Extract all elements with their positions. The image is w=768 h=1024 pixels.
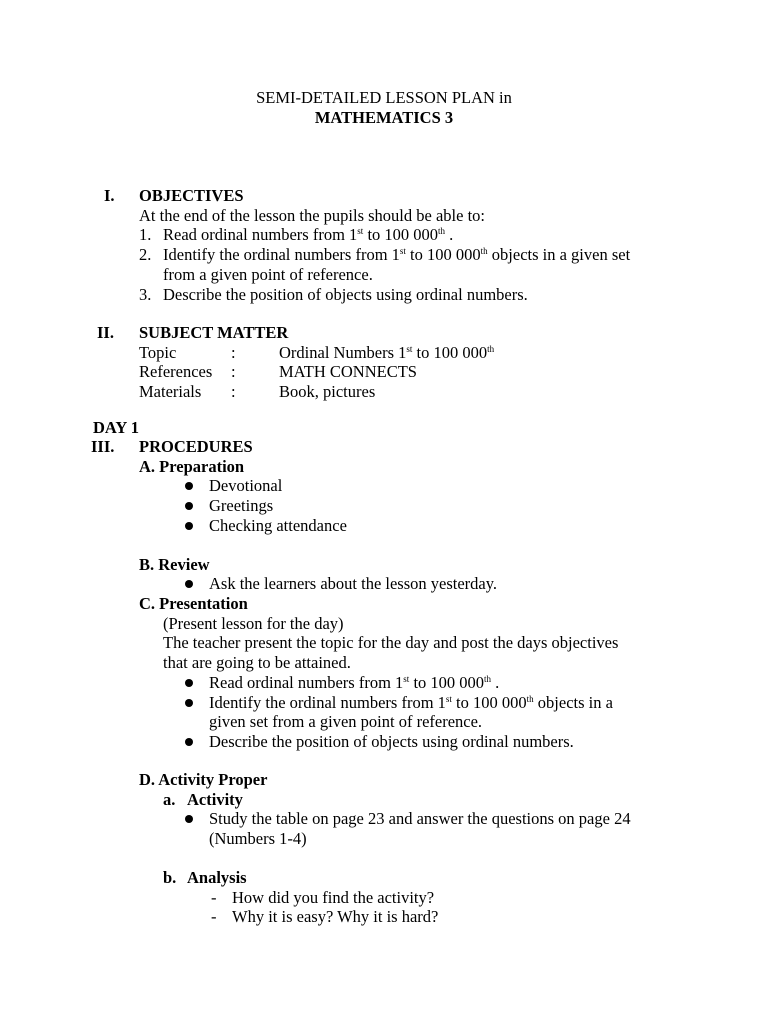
objective-number: 2. xyxy=(139,245,152,264)
analysis-item: How did you find the activity? xyxy=(232,888,435,907)
subject-label-materials: Materials xyxy=(139,382,202,401)
analysis-item: Why it is easy? Why it is hard? xyxy=(232,907,439,926)
bullet-icon xyxy=(185,522,193,530)
subsection-heading-review: B. Review xyxy=(139,555,210,574)
bullet-icon xyxy=(185,502,193,510)
subject-label-references: References xyxy=(139,362,213,381)
subsection-heading-presentation: C. Presentation xyxy=(139,594,248,613)
objective-number: 1. xyxy=(139,225,152,244)
section-numeral-objectives: I. xyxy=(104,186,115,205)
activity-item: Study the table on page 23 and answer the questions on page 24 xyxy=(209,809,631,828)
objective-number: 3. xyxy=(139,285,152,304)
bullet-icon xyxy=(185,679,193,687)
day-label: DAY 1 xyxy=(93,418,139,437)
subsection-heading-activity-proper: D. Activity Proper xyxy=(139,770,268,789)
section-numeral-subject-matter: II. xyxy=(97,323,114,342)
presentation-item: Identify the ordinal numbers from 1st to 100 000th objects in a xyxy=(209,693,613,712)
subject-value-references: MATH CONNECTS xyxy=(279,362,417,381)
subject-colon: : xyxy=(231,382,236,401)
presentation-line: The teacher present the topic for the day and post the days objectives xyxy=(163,633,619,652)
subject-value-materials: Book, pictures xyxy=(279,382,376,401)
objective-item: Read ordinal numbers from 1st to 100 000th . xyxy=(163,225,454,244)
bullet-icon xyxy=(185,738,193,746)
dash-marker: - xyxy=(211,907,217,926)
bullet-icon xyxy=(185,580,193,588)
presentation-line: (Present lesson for the day) xyxy=(163,614,344,633)
presentation-item-continuation: given set from a given point of reference. xyxy=(209,712,483,731)
analysis-heading: Analysis xyxy=(187,868,247,887)
title-line-2: MATHEMATICS 3 xyxy=(314,108,454,127)
section-heading-procedures: PROCEDURES xyxy=(139,437,253,456)
objective-item: Identify the ordinal numbers from 1st to 100 000th objects in a given set xyxy=(163,245,631,264)
analysis-label: b. xyxy=(163,868,177,887)
preparation-item: Devotional xyxy=(209,476,283,495)
section-heading-objectives: OBJECTIVES xyxy=(139,186,244,205)
review-item: Ask the learners about the lesson yesterday. xyxy=(209,574,498,593)
bullet-icon xyxy=(185,699,193,707)
objectives-intro: At the end of the lesson the pupils should be able to: xyxy=(139,206,485,225)
subject-value-topic: Ordinal Numbers 1st to 100 000th xyxy=(279,343,495,362)
presentation-item: Read ordinal numbers from 1st to 100 000th . xyxy=(209,673,500,692)
activity-heading: Activity xyxy=(187,790,243,809)
subject-colon: : xyxy=(231,362,236,381)
preparation-item: Checking attendance xyxy=(209,516,347,535)
bullet-icon xyxy=(185,815,193,823)
objective-item-continuation: from a given point of reference. xyxy=(163,265,373,284)
presentation-item: Describe the position of objects using ordinal numbers. xyxy=(209,732,574,751)
dash-marker: - xyxy=(211,888,217,907)
presentation-line: that are going to be attained. xyxy=(163,653,351,672)
subject-label-topic: Topic xyxy=(139,343,177,362)
bullet-icon xyxy=(185,482,193,490)
title-line-1: SEMI-DETAILED LESSON PLAN in xyxy=(256,88,512,107)
preparation-item: Greetings xyxy=(209,496,274,515)
subsection-heading-preparation: A. Preparation xyxy=(139,457,245,476)
activity-item-continuation: (Numbers 1-4) xyxy=(209,829,307,848)
section-numeral-procedures: III. xyxy=(91,437,115,456)
subject-colon: : xyxy=(231,343,236,362)
section-heading-subject-matter: SUBJECT MATTER xyxy=(139,323,289,342)
activity-label: a. xyxy=(163,790,176,809)
objective-item: Describe the position of objects using ordinal numbers. xyxy=(163,285,528,304)
